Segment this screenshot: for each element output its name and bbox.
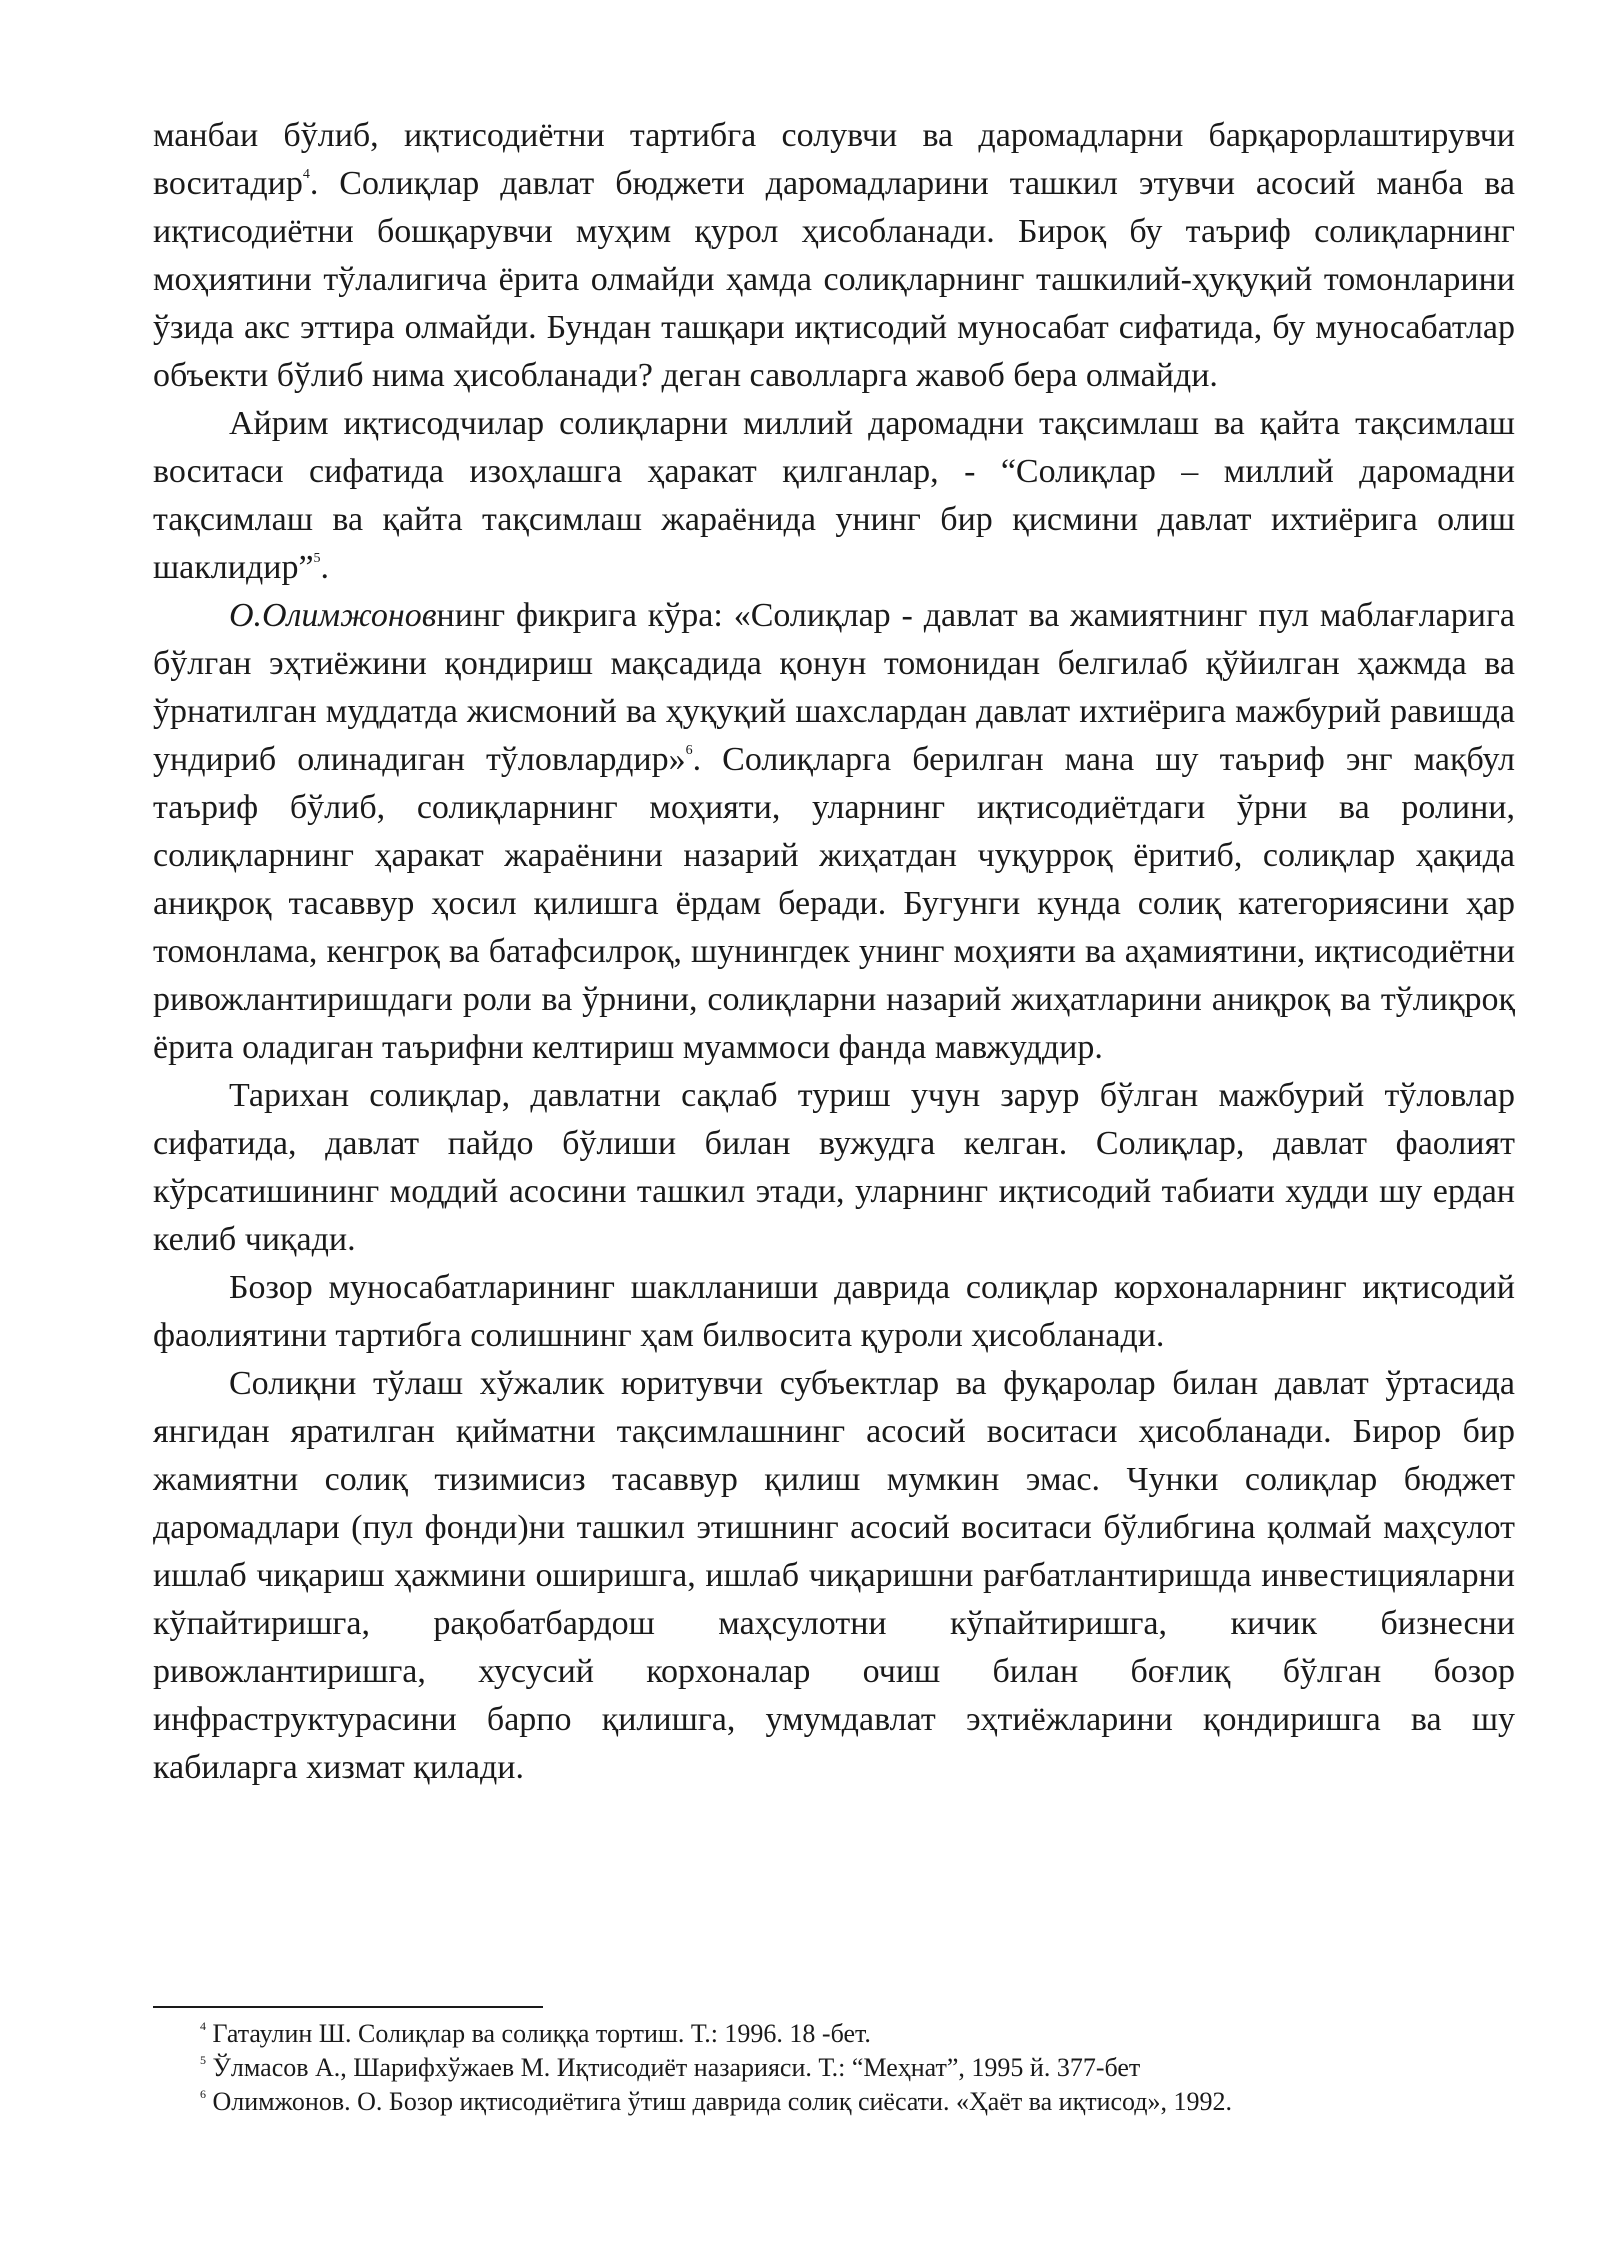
footnote-6 [200, 2085, 1510, 2119]
paragraph [153, 1072, 1515, 1264]
text-run: . Солиқларга берилган мана шу таъриф энг мақбул таъриф бўлиб, солиқларнинг моҳияти, уларнинг иқтисодиётдаги ўрни ва ролини, солиқларнинг ҳаракат жараёнини назарий жиҳатдан чуқурроқ ёритиб, солиқлар ҳақида аниқроқ тасаввур ҳосил қилишга ёрдам беради. Бугунги кунда солиқ категориясини ҳар томонлама, кенгроқ ва батафсилроқ, шунингдек унинг моҳияти ва аҳамиятини, иқтисодиётни ривожлантиришдаги роли ва ўрнини, солиқларни назарий жиҳатларини аниқроқ ва тўлиқроқ ёрита оладиган таърифни келтириш муаммоси фанда мавжуддир. [153, 741, 1515, 1066]
body-text [153, 112, 1515, 1792]
footnote-text: Ўлмасов А., Шарифхўжаев М. Иқтисодиёт назарияси. Т.: “Меҳнат”, 1995 й. 377-бет [206, 2053, 1141, 2082]
text-run: Бозор муносабатларининг шаклланиши даврида солиқлар корхоналарнинг иқтисодий фаолиятини тартибга солишнинг ҳам билвосита қуроли ҳисобланади. [153, 1269, 1515, 1354]
paragraph [153, 112, 1515, 400]
text-run: Солиқни тўлаш хўжалик юритувчи субъектлар ва фуқаролар билан давлат ўртасида янгидан яратилган қийматни тақсимлашнинг асосий воситаси ҳисобланади. Бирор бир жамиятни солиқ тизимисиз тасаввур қилиш мумкин эмас. Чунки солиқлар бюджет даромадлари (пул фонди)ни ташкил этишнинг асосий воситаси бўлибгина қолмай маҳсулот ишлаб чиқариш ҳажмини оширишга, ишлаб чиқаришни рағбатлантиришда инвестицияларни кўпайтиришга, рақобатбардош маҳсулотни кўпайтиришга, кичик бизнесни ривожлантиришга, хусусий корхоналар очиш билан боғлиқ бўлган бозор инфраструктурасини барпо қилишга, умумдавлат эҳтиёжларини қондиришга ва шу кабиларга хизмат қилади. [153, 1365, 1515, 1786]
footnote-number: 6 [200, 2087, 206, 2101]
footnote-text: Олимжонов. О. Бозор иқтисодиётига ўтиш даврида солиқ сиёсати. «Ҳаёт ва иқтисод», 1992. [206, 2087, 1232, 2116]
paragraph [153, 1264, 1515, 1360]
paragraph [153, 400, 1515, 592]
footnote-number: 4 [200, 2019, 206, 2033]
footnote-text: Гатаулин Ш. Солиқлар ва солиққа тортиш. Т.: 1996. 18 -бет. [206, 2019, 871, 2048]
footnote-ref-6: 6 [685, 743, 693, 758]
document-page [153, 112, 1515, 1792]
paragraph [153, 592, 1515, 1072]
text-run: Айрим иқтисодчилар солиқларни миллий даромадни тақсимлаш ва қайта тақсимлаш воситаси сифатида изоҳлашга ҳаракат қилганлар, - “Солиқлар – миллий даромадни тақсимлаш ва қайта тақсимлаш жараёнида унинг бир қисмини давлат ихтиёрига олиш шаклидир” [153, 405, 1515, 586]
footnote-ref-5: 5 [313, 551, 321, 566]
text-run: нинг фикрига кўра: «Солиқлар - давлат ва жамиятнинг пул маблағларига бўлган эҳтиёжини қондириш мақсадида қонун томонидан белгилаб қўйилган ҳажмда ва ўрнатилган муддатда жисмоний ва ҳуқуқий шахслардан давлат ихтиёрига мажбурий равишда ундириб олинадиган тўловлардир» [153, 597, 1515, 778]
footnotes [200, 2017, 1510, 2119]
footnote-4 [200, 2017, 1510, 2051]
text-run: Тарихан солиқлар, давлатни сақлаб туриш учун зарур бўлган мажбурий тўловлар сифатида, давлат пайдо бўлиши билан вужудга келган. Солиқлар, давлат фаолият кўрсатишининг моддий асосини ташкил этади, уларнинг иқтисодий табиати худди шу ердан келиб чиқади. [153, 1077, 1515, 1258]
footnote-separator [153, 2006, 543, 2008]
text-run: . [320, 549, 330, 586]
text-run: манбаи бўлиб, иқтисодиётни тартибга солувчи ва даромадларни барқарорлаштирувчи воситадир [153, 117, 1515, 202]
paragraph [153, 1360, 1515, 1792]
text-run: . Солиқлар давлат бюджети даромадларини ташкил этувчи асосий манба ва иқтисодиётни бошқарувчи муҳим қурол ҳисобланади. Бироқ бу таъриф солиқларнинг моҳиятини тўлалигича ёрита олмайди ҳамда солиқларнинг ташкилий-ҳуқуқий томонларини ўзида акс эттира олмайди. Бундан ташқари иқтисодий муносабат сифатида, бу муносабатлар объекти бўлиб нима ҳисобланади? деган саволларга жавоб бера олмайди. [153, 165, 1515, 394]
footnote-number: 5 [200, 2053, 206, 2067]
author-name: О.Олимжонов [229, 597, 437, 634]
footnote-5 [200, 2051, 1510, 2085]
footnote-ref-4: 4 [302, 167, 310, 182]
